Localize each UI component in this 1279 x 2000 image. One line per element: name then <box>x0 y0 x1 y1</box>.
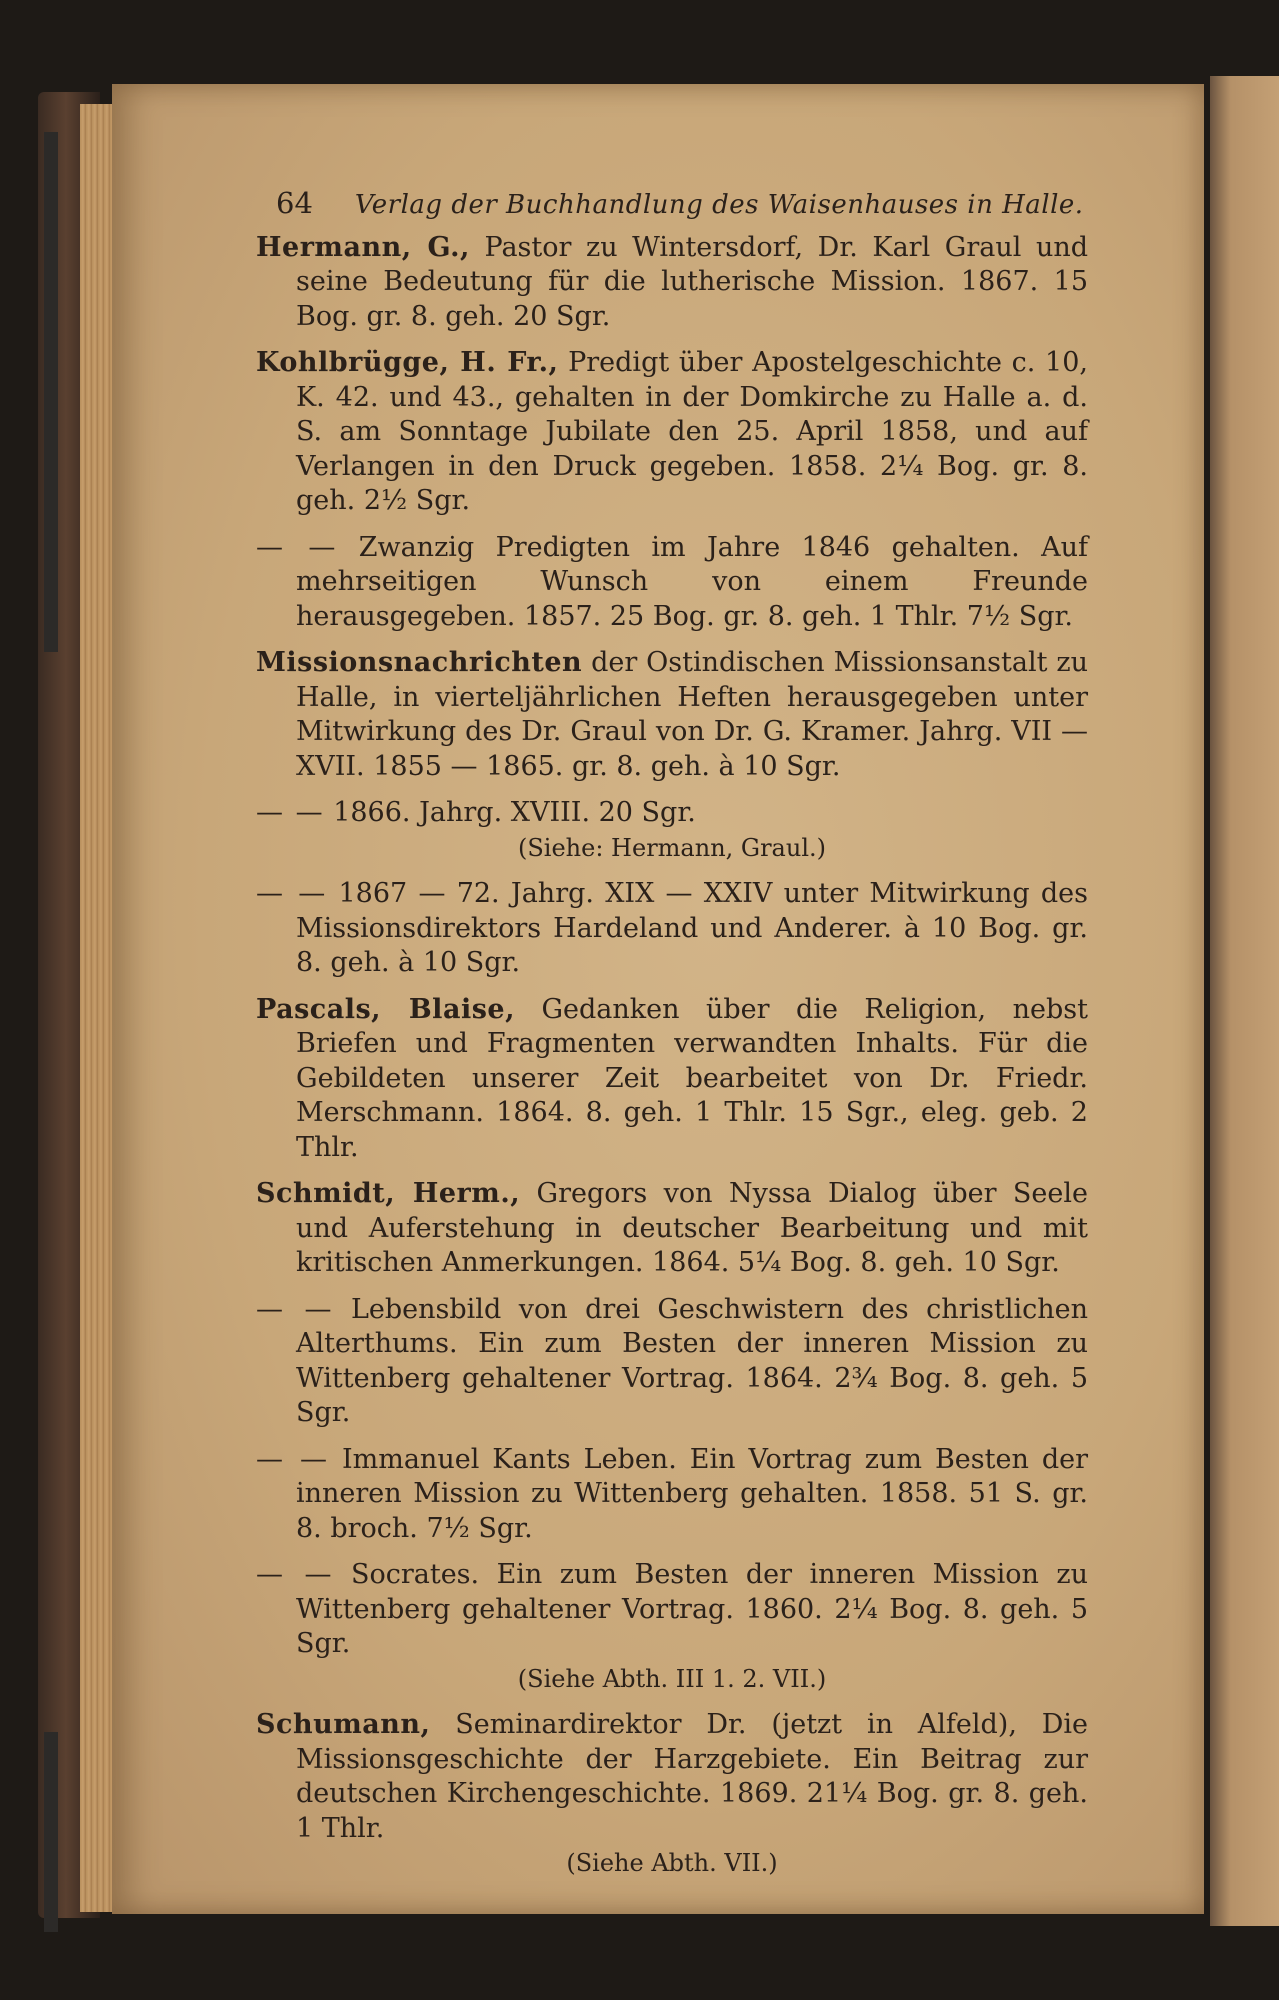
entry-text: 1866. Jahrg. XVIII. 20 Sgr. <box>333 797 696 828</box>
catalog-entry <box>256 346 1088 519</box>
entry-author: Schumann, <box>256 1709 431 1740</box>
page-number: 64 <box>276 186 313 220</box>
entry-text: Lebensbild von drei Geschwistern des christlichen Alterthums. Ein zum Besten der inneren Mission zu Wittenberg gehaltener Vortrag. 1864. 2¾ Bog. 8. geh. 5 Sgr. <box>296 1293 1088 1428</box>
catalog-entry <box>256 1558 1088 1662</box>
entry-text: 1867 — 72. Jahrg. XIX — XXIV unter Mitwirkung des Missionsdirektors Hardeland und Anderer. à 10 Bog. gr. 8. geh. à 10 Sgr. <box>296 878 1088 978</box>
entry-text: Gedanken über die Religion, nebst Briefen und Fragmenten verwandten Inhalts. Für die Gebildeten unserer Zeit bearbeitet von Dr. Friedr. Merschmann. 1864. 8. geh. 1 Thlr. 15 Sgr., eleg. geb. 2 Thlr. <box>296 993 1088 1163</box>
entry-text: Seminardirektor Dr. (jetzt in Alfeld), Die Missionsgeschichte der Harzgebiete. Ein Beitrag zur deutschen Kirchengeschichte. 1869. 21¼ Bog. gr. 8. geh. 1 Thlr. <box>296 1709 1088 1844</box>
entry-text: Immanuel Kants Leben. Ein Vortrag zum Besten der inneren Mission zu Wittenberg gehalten. 1858. 51 S. gr. 8. broch. 7½ Sgr. <box>296 1443 1088 1544</box>
entry-text: Pastor zu Wintersdorf, Dr. Karl Graul und seine Bedeutung für die lutherische Mission. 1867. 15 Bog. gr. 8. geh. 20 Sgr. <box>296 231 1089 332</box>
catalog-entry <box>256 231 1088 335</box>
cover-stripe <box>44 1732 58 1932</box>
entry-ditto: — — <box>256 1443 329 1475</box>
cross-reference-note: (Siehe: Hermann, Graul.) <box>518 833 826 862</box>
catalog-entry <box>256 993 1088 1166</box>
catalog-entry <box>256 1177 1088 1281</box>
entry-text: der Ostindischen Missionsanstalt zu Halle, in vierteljährlichen Heften herausgegeben unter Mitwirkung des Dr. Graul von Dr. G. Kramer. Jahrg. VII — XVII. 1855 — 1865. gr. 8. geh. à 10 Sgr. <box>296 647 1088 782</box>
entry-author: Kohlbrügge, H. Fr., <box>256 347 559 378</box>
entry-author: Schmidt, Herm., <box>256 1178 521 1209</box>
cross-reference-note: (Siehe Abth. VII.) <box>566 1849 778 1877</box>
catalog-entry <box>256 796 1088 831</box>
entry-ditto: — — <box>256 1559 334 1590</box>
entry-ditto: — — <box>256 531 338 563</box>
entry-ditto: — — <box>256 878 328 909</box>
entry-ditto: — — <box>256 1293 334 1325</box>
running-title: Verlag der Buchhandlung des Waisenhauses in Halle. <box>354 190 1084 220</box>
cover-stripe <box>44 132 58 652</box>
cross-reference-note: (Siehe Abth. III 1. 2. VII.) <box>517 1664 827 1693</box>
entry-ditto: — — <box>256 797 325 828</box>
entry-author: Pascals, Blaise, <box>256 993 515 1025</box>
catalog-entry <box>256 531 1088 635</box>
catalog-entry <box>256 1443 1088 1547</box>
entry-text: Gregors von Nyssa Dialog über Seele und Auferstehung in deutscher Bearbeitung und mit kritischen Anmerkungen. 1864. 5¼ Bog. 8. geh. 10 Sgr. <box>296 1178 1088 1278</box>
catalog-entry <box>256 1293 1088 1431</box>
catalog-entry <box>256 1708 1088 1846</box>
catalog-entry <box>256 877 1088 981</box>
entry-author: Missionsnachrichten <box>256 647 583 678</box>
running-header <box>256 186 1088 223</box>
entry-text: Zwanzig Predigten im Jahre 1846 gehalten. Auf mehrseitigen Wunsch von einem Freunde herausgegeben. 1857. 25 Bog. gr. 8. geh. 1 Thlr. 7½ Sgr. <box>296 531 1088 632</box>
page-content <box>256 186 1088 1893</box>
entry-text: Socrates. Ein zum Besten der inneren Mission zu Wittenberg gehaltener Vortrag. 1860. 2¼ Bog. 8. geh. 5 Sgr. <box>296 1559 1088 1659</box>
entry-text: Predigt über Apostelgeschichte c. 10, K. 42. und 43., gehalten in der Domkirche zu Halle a. d. S. am Sonntage Jubilate den 25. April 1858, und auf Verlangen in den Druck gegeben. 1858. 2¼ Bog. gr. 8. geh. 2½ Sgr. <box>296 347 1088 516</box>
entry-author: Hermann, G., <box>256 231 470 263</box>
catalog-entry <box>256 646 1088 784</box>
facing-page-edge <box>1210 76 1279 1926</box>
